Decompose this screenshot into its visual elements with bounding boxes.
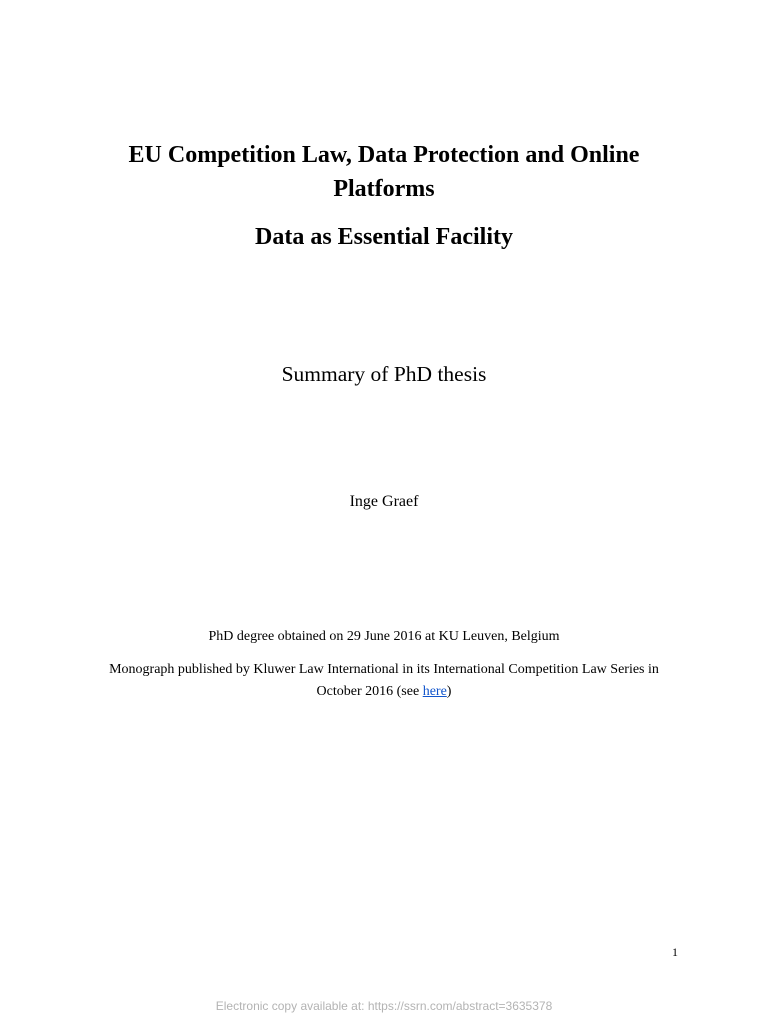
ssrn-availability-footer: Electronic copy available at: https://ssrn.com/abstract=3635378 <box>215 999 553 1013</box>
summary-label: Summary of PhD thesis <box>281 362 487 386</box>
author-name: Inge Graef <box>349 493 419 510</box>
here-link[interactable]: here <box>422 684 447 699</box>
monograph-note-text: Monograph published by Kluwer Law International in its International Competition Law Series in October 2016 (see <box>109 662 659 699</box>
degree-note: PhD degree obtained on 29 June 2016 at KU Leuven, Belgium <box>208 629 560 644</box>
document-subtitle: Data as Essential Facility <box>255 224 513 250</box>
page-number: 1 <box>672 945 678 959</box>
monograph-note <box>90 659 678 703</box>
monograph-note-closing: ) <box>446 684 452 699</box>
document-title: EU Competition Law, Data Protection and Online Platforms <box>128 142 640 202</box>
